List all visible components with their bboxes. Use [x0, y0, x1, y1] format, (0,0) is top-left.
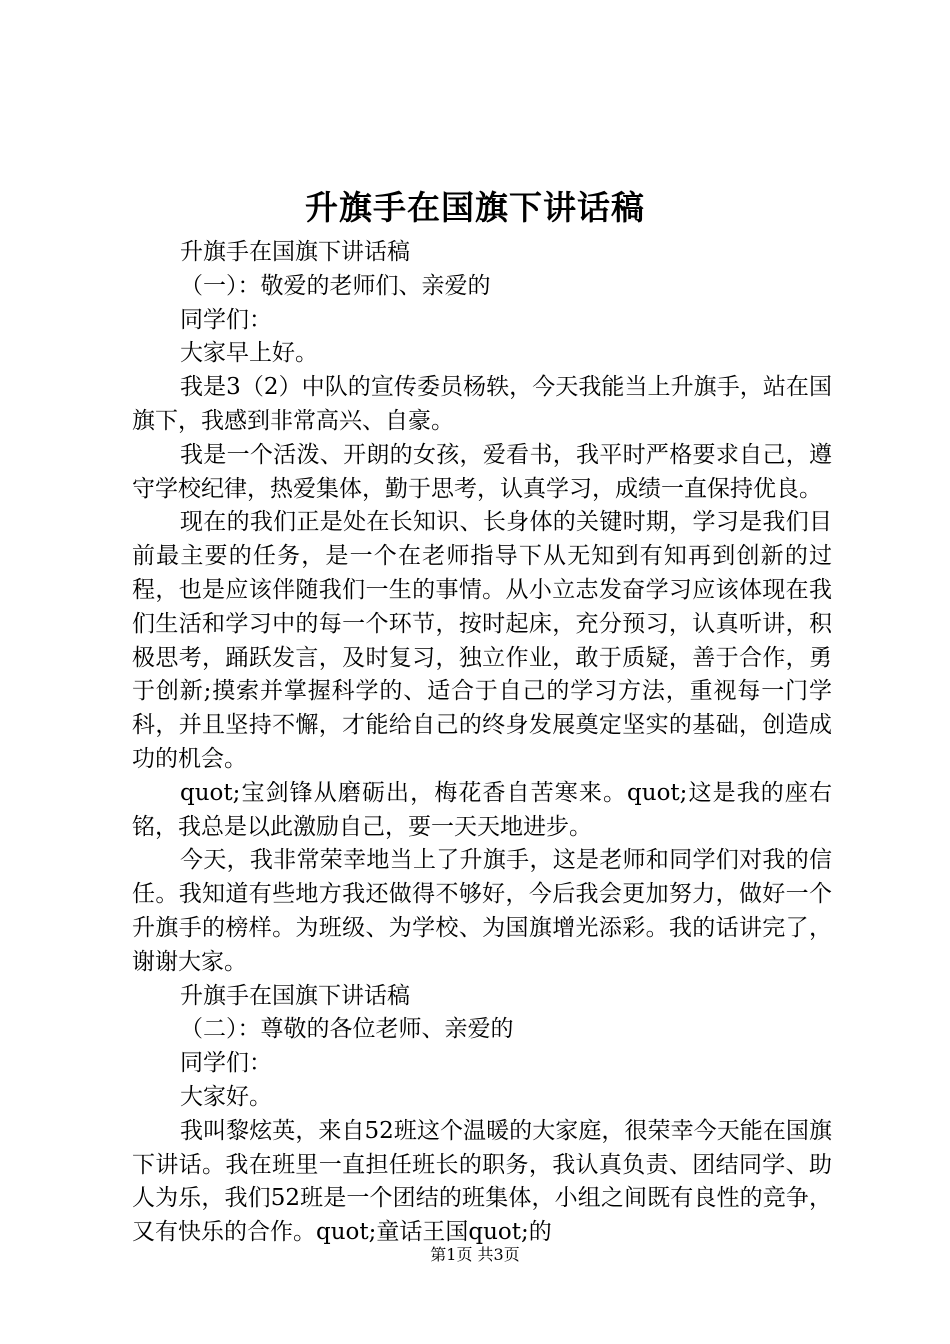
paragraph-speech2-heading: 升旗手在国旗下讲话稿	[180, 982, 410, 1009]
paragraph-speech1-salutation: （一）：敬爱的老师们、亲爱的	[180, 272, 491, 299]
paragraph-speech1-closing: 今天，我非常荣幸地当上了升旗手，这是老师和同学们对我的信任。我知道有些地方我还做得不够好，今后我会更加努力，做好一个升旗手的榜样。为班级、为学校、为国旗增光添彩。我的话讲完了，谢谢大家。	[132, 847, 832, 975]
paragraph-speech2-audience: 同学们：	[180, 1050, 272, 1077]
paragraph-speech1-greeting: 大家早上好。	[180, 340, 318, 367]
paragraph-speech1-intro: 我是3（2）中队的宣传委员杨轶，今天我能当上升旗手，站在国旗下，我感到非常高兴、自豪。	[132, 374, 832, 434]
paragraph-speech2-intro: 我叫黎炫英，来自52班这个温暖的大家庭，很荣幸今天能在国旗下讲话。我在班里一直担任班长的职务，我认真负责、团结同学、助人为乐，我们52班是一个团结的班集体，小组之间既有良性的竞争，又有快乐的合作。quot;童话王国quot;的	[132, 1117, 832, 1246]
paragraph-speech1-heading: 升旗手在国旗下讲话稿	[180, 239, 410, 265]
paragraph-speech1-motto: quot;宝剑锋从磨砺出，梅花香自苦寒来。quot;这是我的座右铭，我总是以此激励自己，要一天天地进步。	[132, 779, 832, 840]
document-body	[132, 236, 832, 1250]
paragraph-speech1-study: 现在的我们正是处在长知识、长身体的关键时期，学习是我们目前最主要的任务，是一个在老师指导下从无知到有知再到创新的过程，也是应该伴随我们一生的事情。从小立志发奋学习应该体现在我们生活和学习中的每一个环节，按时起床，充分预习，认真听讲，积极思考，踊跃发言，及时复习，独立作业，敢于质疑，善于合作，勇于创新;摸索并掌握科学的、适合于自己的学习方法，重视每一门学科，并且坚持不懈，才能给自己的终身发展奠定坚实的基础，创造成功的机会。	[132, 509, 832, 772]
paragraph-speech1-self: 我是一个活泼、开朗的女孩，爱看书，我平时严格要求自己，遵守学校纪律，热爱集体，勤于思考，认真学习，成绩一直保持优良。	[132, 441, 832, 502]
paragraph-speech2-greeting: 大家好。	[180, 1083, 272, 1110]
document-title: 升旗手在国旗下讲话稿	[305, 188, 645, 227]
page-number-footer: 第1页 共3页	[430, 1245, 520, 1264]
paragraph-speech2-salutation: （二）：尊敬的各位老师、亲爱的	[180, 1016, 514, 1043]
paragraph-speech1-audience: 同学们：	[180, 306, 272, 333]
